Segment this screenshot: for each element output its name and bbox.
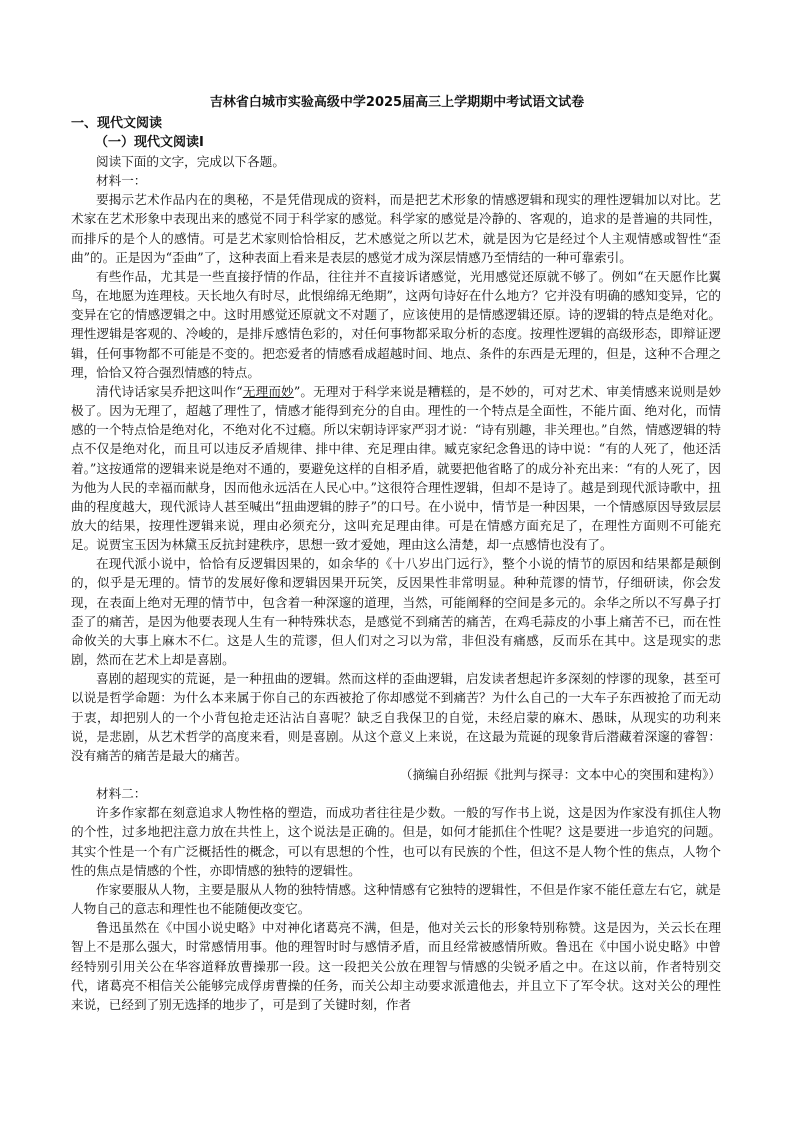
subsection-heading-reading-1: （一）现代文阅读I xyxy=(95,135,204,150)
reading-passage xyxy=(71,152,721,1014)
paragraph-3-rest: ”。无理对于科学来说是糟糕的，是不妙的，可对艺术、审美情感来说则是妙极了。因为无理了，超越了理性了，情感才能得到充分的自由。理性的一个特点是全面性，不能片面、绝对化，而情感的一个特点恰是绝对化，不绝对化不过瘾。所以宋朝诗评家严羽才说：“诗有别趣，非关理也。”自然，情感逻辑的特点不仅是绝对化，而且可以违反矛盾规律、排中律、充足理由律。臧克家纪念鲁迅的诗中说：“有的人死了，他还活着。”这按通常的逻辑来说是绝对不通的，要避免这样的自相矛盾，就要把他省略了的成分补充出来：“有的人死了，因为他为人民的幸福而献身，因而他永远活在人民心中。”这很符合理性逻辑，但却不是诗了。越是到现代派诗歌中，扭曲的程度越大，现代派诗人甚至喊出“扭曲逻辑的脖子”的口号。在小说中，情节是一种因果，一个情感原因导致层层放大的结果，按理性逻辑来说，理由必须充分，这叫充足理由律。可是在情感方面充足了，在理性方面则不可能充足。说贾宝玉因为林黛玉反抗封建秩序，思想一致才爱她，理由这么清楚，却一点感情也没有了。 xyxy=(71,383,721,553)
material-2-paragraph-2: 作家要服从人物，主要是服从人物的独特情感。这种情感有它独特的逻辑性，不但是作家不能任意左右它，就是人物自己的意志和理性也不能随便改变它。 xyxy=(71,881,721,917)
exam-title: 吉林省白城市实验高级中学2025届高三上学期期中考试语文试卷 xyxy=(209,95,585,110)
material-1-label: 材料一： xyxy=(96,173,147,189)
material-1-paragraph-3 xyxy=(71,382,721,554)
material-1-source: （摘编自孙绍振《批判与探寻：文本中心的突围和建构》） xyxy=(399,767,721,782)
material-1-paragraph-1: 要揭示艺术作品内在的奥秘，不是凭借现成的资料，而是把艺术形象的情感逻辑和现实的理性逻辑加以对比。艺术家在艺术形象中表现出来的感觉不同于科学家的感觉。科学家的感觉是冷静的、客观的，追求的是普遍的共同性，而排斥的是个人的感情。可是艺术家则恰恰相反，艺术感觉之所以艺术，就是因为它是经过个人主观情感或智性“歪曲”的。正是因为“歪曲”了，这种表面上看来是表层的感觉才成为深层情感乃至情结的一种可靠索引。 xyxy=(71,192,721,265)
material-1-paragraph-4: 在现代派小说中，恰恰有反逻辑因果的，如余华的《十八岁出门远行》，整个小说的情节的原因和结果都是颠倒的，似乎是无理的。情节的发展好像和逻辑因果开玩笑，反因果性非常明显。种种荒谬的情节，仔细研读，你会发现，在表面上绝对无理的情节中，包含着一种深邃的道理，当然，可能阐释的空间是多元的。余华之所以不写鼻子打歪了的痛苦，是因为他要表现人生有一种特殊状态，是感觉不到痛苦的痛苦，在鸡毛蒜皮的小事上痛苦不已，而在性命攸关的大事上麻木不仁。这是人生的荒谬，但人们对之习以为常，非但没有痛感，反而乐在其中。这是现实的悲剧，然而在艺术上却是喜剧。 xyxy=(71,556,721,668)
material-1-paragraph-2: 有些作品，尤其是一些直接抒情的作品，往往并不直接诉诸感觉，光用感觉还原就不够了。例如“在天愿作比翼鸟，在地愿为连理枝。天长地久有时尽，此恨绵绵无绝期”，这两句诗好在什么地方？它并没有明确的感知变异，它的变异在它的情感逻辑之中。这时用感觉还原就文不对题了，应该使用的是情感逻辑还原。诗的逻辑的特点是绝对化。理性逻辑是客观的、冷峻的，是排斥感情色彩的，对任何事物都采取分析的态度。按理性逻辑的高级形态，即辩证逻辑，任何事物都不可能是不变的。把恋爱者的情感看成超越时间、地点、条件的东西是无理的，但是，这种不合理之理，恰恰又符合强烈情感的特点。 xyxy=(71,268,721,380)
underlined-phrase: 无理而妙 xyxy=(242,383,294,399)
paragraph-3-lead: 清代诗话家吴乔把这叫作“ xyxy=(96,383,243,399)
section-heading-modern-reading: 一、现代文阅读 xyxy=(71,116,163,131)
material-1-paragraph-5: 喜剧的超现实的荒诞，是一种扭曲的逻辑。然而这样的歪曲逻辑，启发读者想起许多深刻的悖谬的现象，甚至可以说是哲学命题：为什么本来属于你自己的东西被抢了你却感觉不到痛苦？为什么自己的一大车子东西被抢了而无动于衷，却把别人的一个小背包抢走还沾沾自喜呢？缺乏自我保卫的自觉，未经启蒙的麻木、愚昧，从现实的功利来说，是悲剧，从艺术哲学的高度来看，则是喜剧。从这个意义上来说，在这最为荒诞的现象背后潜藏着深邃的睿智：没有痛苦的痛苦是最大的痛苦。 xyxy=(71,671,721,763)
instruction-text: 阅读下面的文字，完成以下各题。 xyxy=(96,154,285,169)
material-2-paragraph-1: 许多作家都在刻意追求人物性格的塑造，而成功者往往是少数。一般的写作书上说，这是因为作家没有抓住人物的个性，过多地把注意力放在共性上，这个说法是正确的。但是，如何才能抓住个性呢？这是要进一步追究的问题。其实个性是一个有广泛概括性的概念，可以有思想的个性，也可以有民族的个性，但这不是人物个性的焦点，人物个性的焦点是情感的个性，亦即情感的独特的逻辑性。 xyxy=(71,805,721,878)
material-2-paragraph-3: 鲁迅虽然在《中国小说史略》中对神化诸葛亮不满，但是，他对关云长的形象特别称赞。这是因为，关云长在理智上不是那么强大，时常感情用事。他的理智时时与感情矛盾，而且经常被感情所败。鲁迅在《中国小说史略》中曾经特别引用关公在华容道释放曹操那一段。这一段把关公放在理智与情感的尖锐矛盾之中。在这以前，作者特别交代，诸葛亮不相信关公能够完成俘虏曹操的任务，而关公却主动要求派遣他去，并且立下了军令状。这对关公的理性来说，已经到了别无选择的地步了，可是到了关键时刻，作者 xyxy=(71,920,721,1012)
material-2-label: 材料二： xyxy=(96,786,147,802)
